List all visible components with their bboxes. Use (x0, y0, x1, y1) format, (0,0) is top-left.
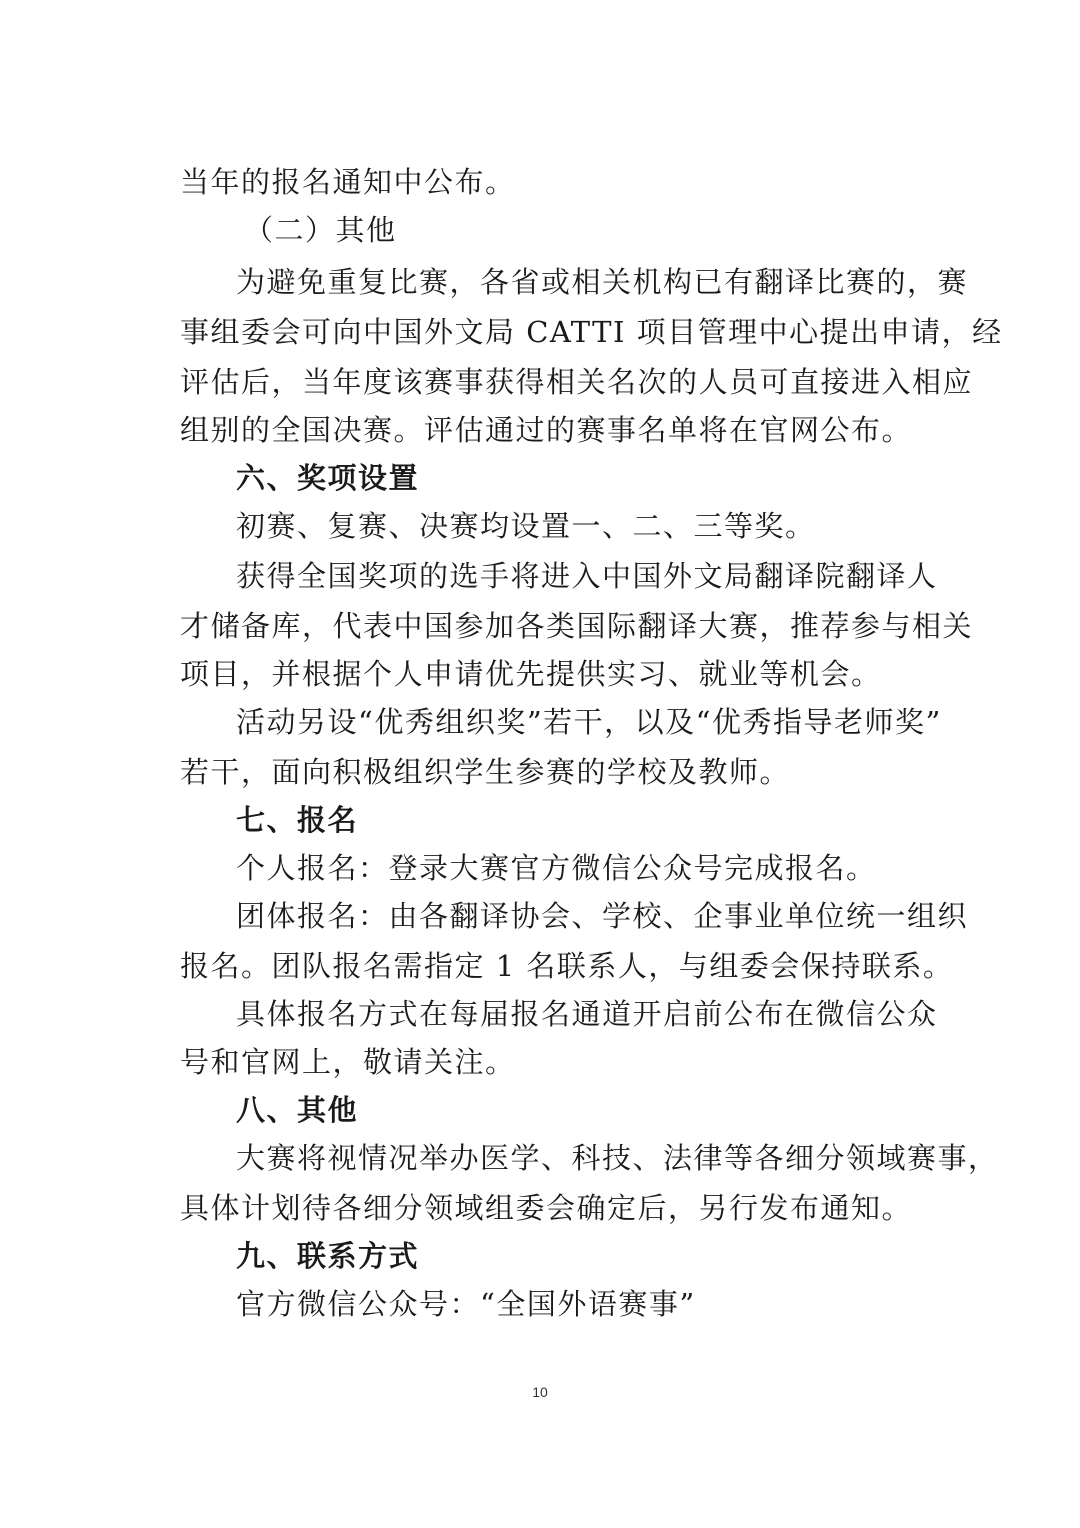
paragraph-line: 个人报名：登录大赛官方微信公众号完成报名。 (236, 851, 877, 885)
paragraph-line: 获得全国奖项的选手将进入中国外文局翻译院翻译人 (236, 559, 938, 593)
paragraph-line: 活动另设“优秀组织奖”若干，以及“优秀指导老师奖” (236, 705, 942, 739)
section-heading-contact: 九、联系方式 (236, 1239, 420, 1273)
paragraph-line: 组别的全国决赛。评估通过的赛事名单将在官网公布。 (180, 413, 913, 447)
section-heading-awards: 六、奖项设置 (236, 461, 420, 495)
paragraph-line: 官方微信公众号：“全国外语赛事” (236, 1287, 696, 1321)
paragraph-line: 若干，面向积极组织学生参赛的学校及教师。 (180, 755, 791, 789)
paragraph-line: 号和官网上，敬请关注。 (180, 1045, 516, 1079)
section-heading-registration: 七、报名 (236, 803, 359, 837)
paragraph-line: 为避免重复比赛，各省或相关机构已有翻译比赛的，赛 (236, 265, 969, 299)
paragraph-line: 评估后，当年度该赛事获得相关名次的人员可直接进入相应 (180, 365, 974, 399)
page-number: 10 (532, 1384, 548, 1400)
paragraph-line: 初赛、复赛、决赛均设置一、二、三等奖。 (236, 509, 816, 543)
paragraph-line: 当年的报名通知中公布。 (180, 165, 516, 199)
paragraph-line: 才储备库，代表中国参加各类国际翻译大赛，推荐参与相关 (180, 609, 974, 643)
paragraph-line: 具体计划待各细分领域组委会确定后，另行发布通知。 (180, 1191, 913, 1225)
paragraph-line: 项目，并根据个人申请优先提供实习、就业等机会。 (180, 657, 882, 691)
subsection-heading-other: （二）其他 (244, 213, 397, 247)
paragraph-line: 大赛将视情况举办医学、科技、法律等各细分领域赛事， (236, 1141, 999, 1175)
paragraph-line: 报名。团队报名需指定 1 名联系人，与组委会保持联系。 (180, 949, 954, 983)
paragraph-line: 具体报名方式在每届报名通道开启前公布在微信公众 (236, 997, 938, 1031)
paragraph-line: 团体报名：由各翻译协会、学校、企事业单位统一组织 (236, 899, 969, 933)
section-heading-other: 八、其他 (236, 1093, 359, 1127)
paragraph-line: 事组委会可向中国外文局 CATTI 项目管理中心提出申请，经 (180, 315, 1003, 349)
